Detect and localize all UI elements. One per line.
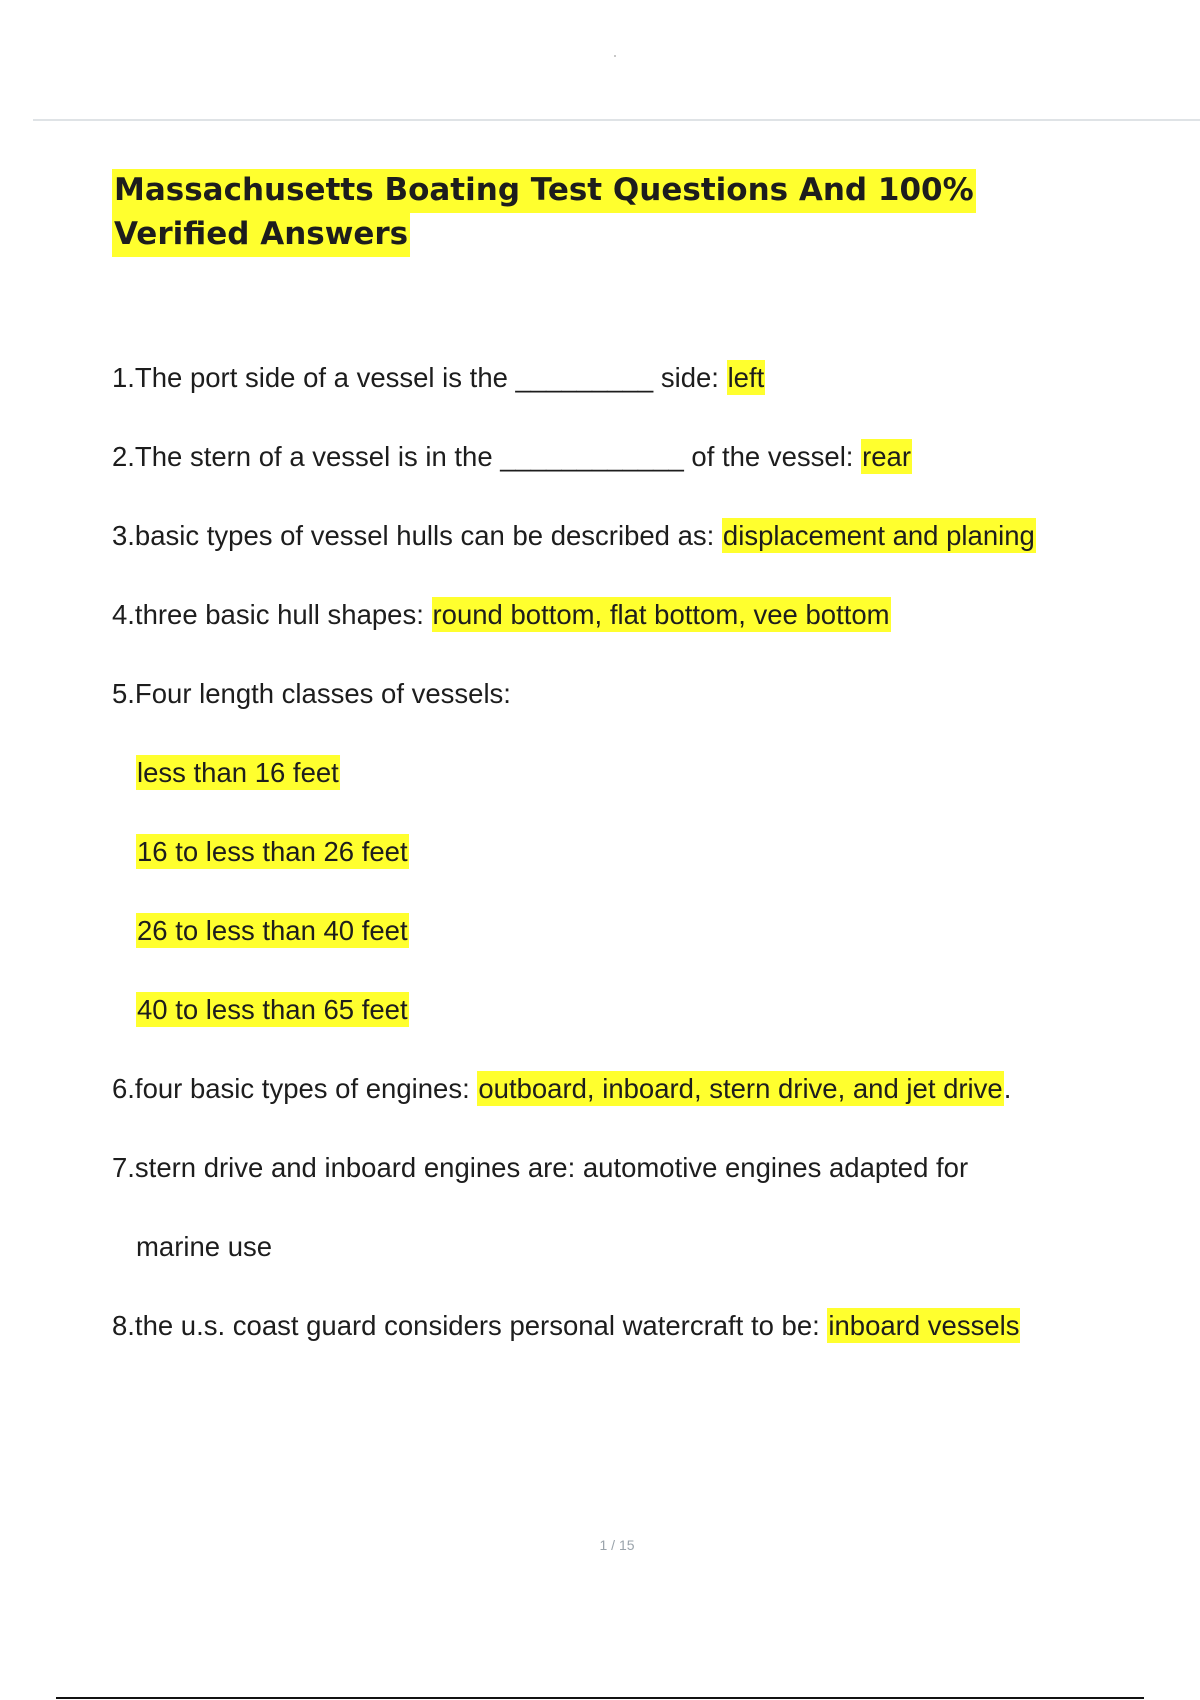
question-5-answer-4 — [136, 990, 409, 1030]
header-rule — [33, 119, 1200, 121]
question-6-suffix: . — [1003, 1073, 1012, 1104]
page-number: 1 / 15 — [599, 1537, 635, 1553]
question-8 — [112, 1306, 1020, 1346]
question-5 — [112, 674, 511, 714]
question-5-answer-1 — [136, 753, 340, 793]
question-3-answer: displacement and planing — [722, 520, 1035, 551]
question-1 — [112, 358, 765, 398]
question-2-prompt: 2.The stern of a vessel is in the ____________ of the vessel: — [112, 441, 862, 472]
footer-rule — [56, 1697, 1144, 1699]
question-5-answer-3 — [136, 911, 409, 951]
question-5-prompt: 5.Four length classes of vessels: — [112, 678, 511, 709]
question-6 — [112, 1069, 1011, 1109]
question-7 — [112, 1148, 968, 1188]
question-6-prompt: 6.four basic types of engines: — [112, 1073, 478, 1104]
question-8-answer: inboard vessels — [828, 1310, 1020, 1341]
question-2 — [112, 437, 912, 477]
question-1-prompt: 1.The port side of a vessel is the _________ side: — [112, 362, 727, 393]
question-5-answer-2 — [136, 832, 409, 872]
question-4-prompt: 4.three basic hull shapes: — [112, 599, 432, 630]
question-8-prompt: 8.the u.s. coast guard considers personal watercraft to be: — [112, 1310, 828, 1341]
length-class-4: 40 to less than 65 feet — [137, 994, 408, 1025]
length-class-3: 26 to less than 40 feet — [137, 915, 408, 946]
question-3-prompt: 3.basic types of vessel hulls can be described as: — [112, 520, 722, 551]
question-3 — [112, 516, 1036, 556]
question-4 — [112, 595, 891, 635]
title-highlight: Massachusetts Boating Test Questions And 100% Verified Answers — [112, 169, 976, 257]
question-7-answer-continuation: marine use — [136, 1231, 273, 1262]
question-7-continuation — [136, 1227, 272, 1267]
question-1-answer: left — [727, 362, 765, 393]
length-class-1: less than 16 feet — [137, 757, 339, 788]
question-7-prompt: 7.stern drive and inboard engines are: automotive engines adapted for — [112, 1152, 969, 1183]
length-class-2: 16 to less than 26 feet — [137, 836, 408, 867]
document-title — [112, 168, 1052, 256]
question-4-answer: round bottom, flat bottom, vee bottom — [432, 599, 890, 630]
question-6-answer: outboard, inboard, stern drive, and jet drive — [478, 1073, 1003, 1104]
scan-artifact — [614, 55, 616, 57]
question-2-answer: rear — [862, 441, 911, 472]
